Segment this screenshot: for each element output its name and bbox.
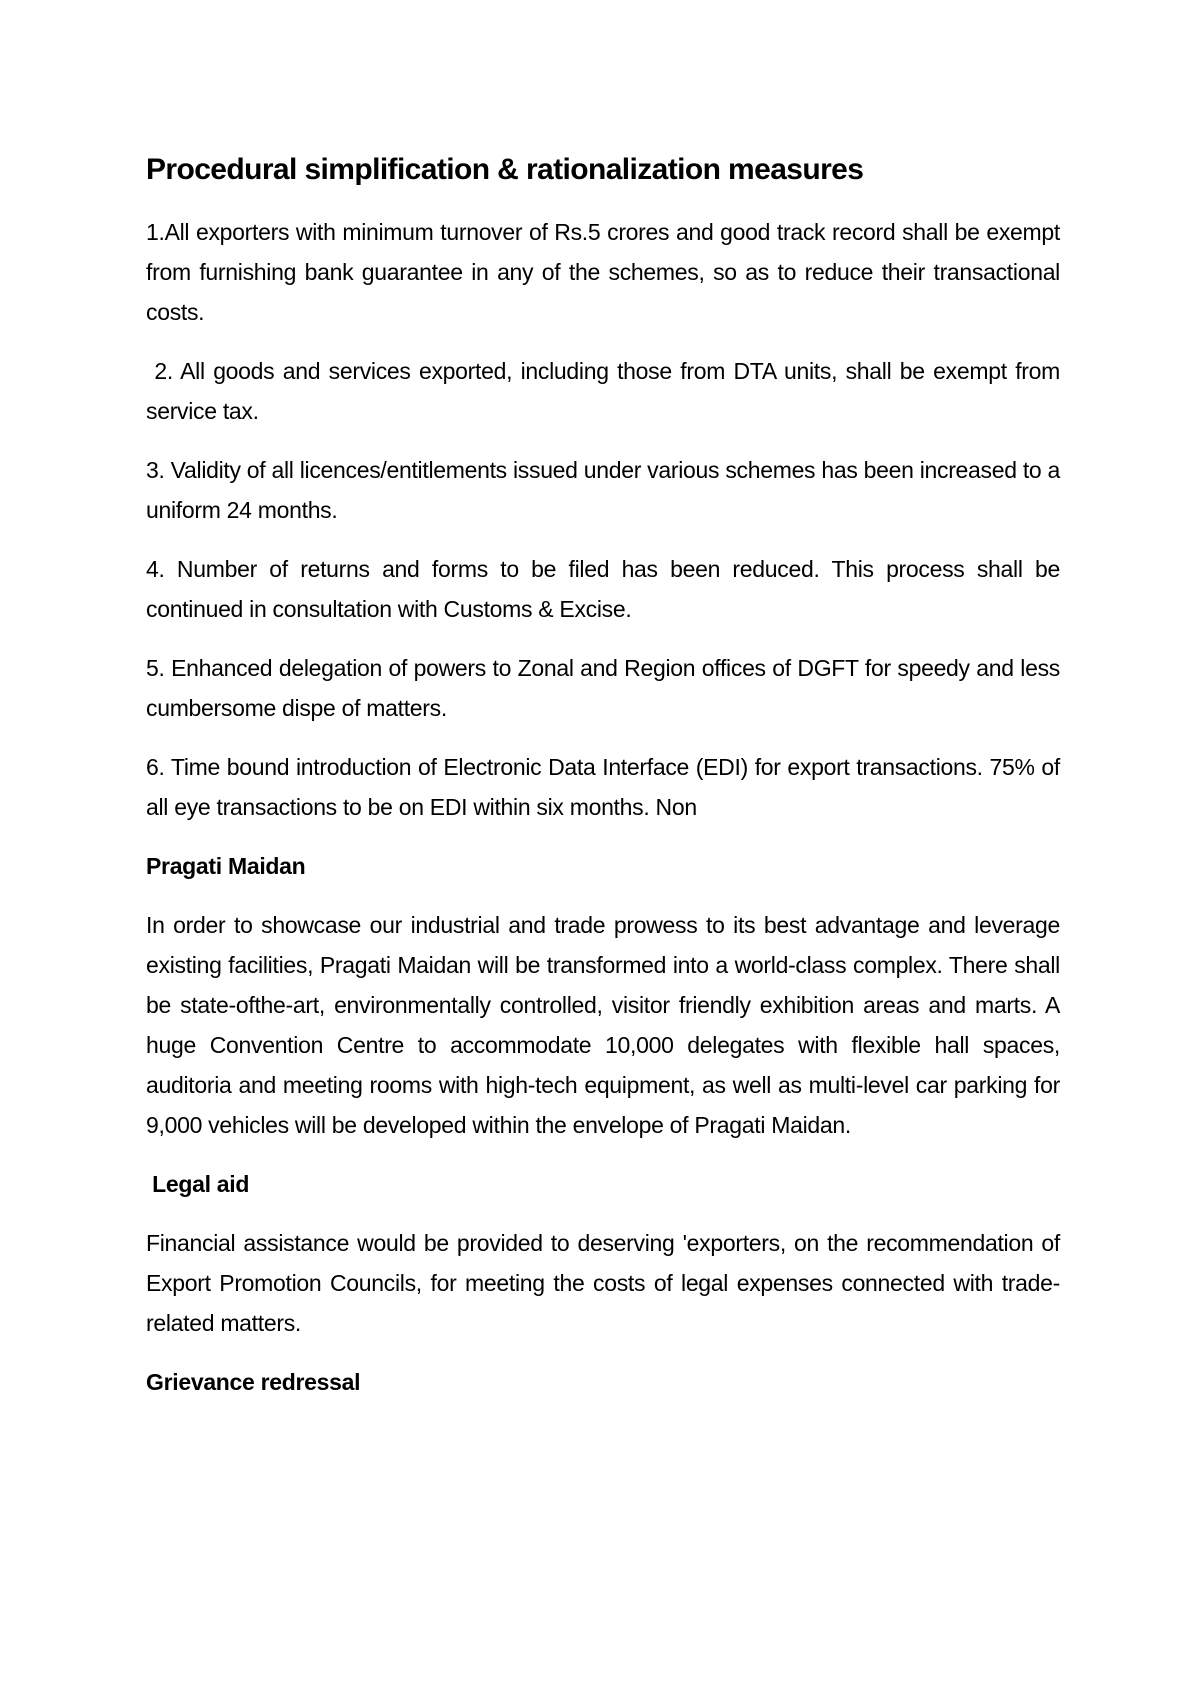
measure-item-6: 6. Time bound introduction of Electronic Data Interface (EDI) for export transactions. 75% of all eye transactions to be on EDI within six months. Non: [146, 754, 1060, 820]
document-page: [146, 150, 1067, 1421]
measure-item-3: 3. Validity of all licences/entitlements issued under various schemes has been increased to a uniform 24 months.: [146, 457, 1060, 523]
measure-item-1: 1.All exporters with minimum turnover of Rs.5 crores and good track record shall be exempt from furnishing bank guarantee in any of the schemes, so as to reduce their transactional costs.: [146, 219, 1060, 325]
section-heading-legal-aid: Legal aid: [146, 1171, 250, 1197]
measure-item-5: 5. Enhanced delegation of powers to Zonal and Region offices of DGFT for speedy and less cumbersome dispe of matters.: [146, 655, 1060, 721]
document-title: Procedural simplification & rationalization measures: [146, 153, 864, 186]
measure-item-2: 2. All goods and services exported, including those from DTA units, shall be exempt from service tax.: [146, 358, 1067, 424]
section-heading-grievance-redressal: Grievance redressal: [146, 1369, 361, 1395]
section-body-legal-aid: Financial assistance would be provided to deserving 'exporters, on the recommendation of Export Promotion Councils, for meeting the costs of legal expenses connected with trade-related matters.: [146, 1230, 1060, 1336]
section-body-pragati-maidan: In order to showcase our industrial and trade prowess to its best advantage and leverage existing facilities, Pragati Maidan will be transformed into a world-class complex. There shall be state-ofthe-art, environmentally controlled, visitor friendly exhibition areas and marts. A huge Convention Centre to accommodate 10,000 delegates with flexible hall spaces, auditoria and meeting rooms with high-tech equipment, as well as multi-level car parking for 9,000 vehicles will be developed within the envelope of Pragati Maidan.: [146, 912, 1060, 1138]
measure-item-4: 4. Number of returns and forms to be filed has been reduced. This process shall be continued in consultation with Customs & Excise.: [146, 556, 1060, 622]
section-heading-pragati-maidan: Pragati Maidan: [146, 853, 306, 879]
